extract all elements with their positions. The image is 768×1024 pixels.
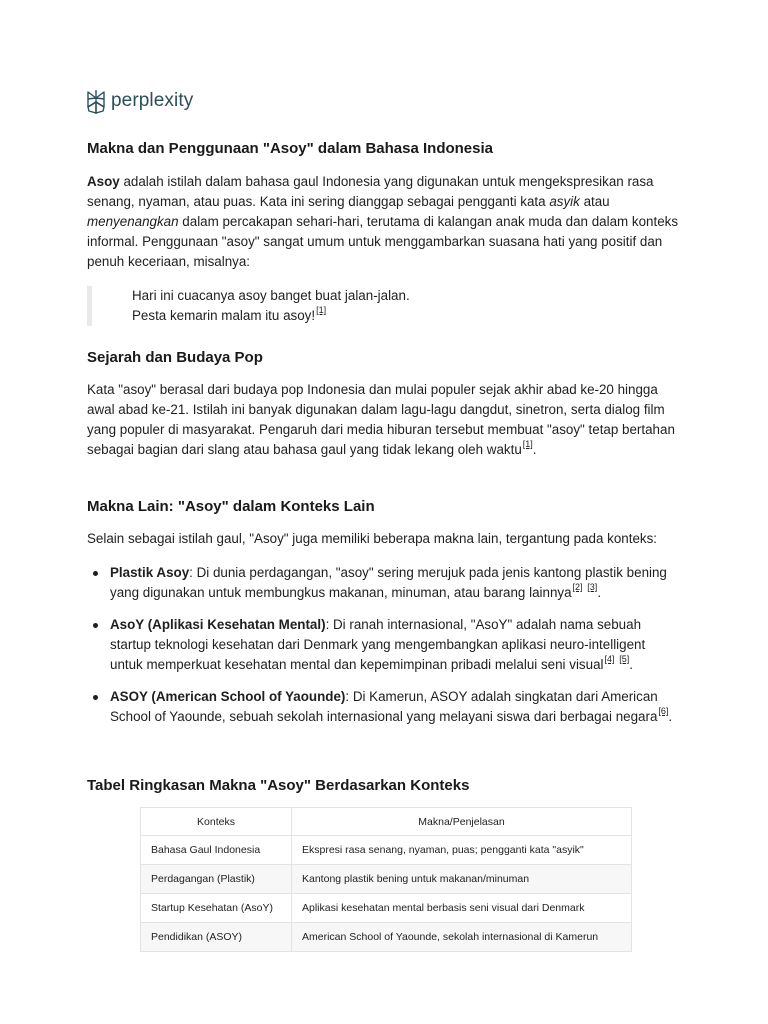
list-item xyxy=(87,563,677,603)
item-text: : Di ranah internasional, "AsoY" adalah nama sebuah startup teknologi kesehatan dari Denmark yang mengembangkan aplikasi neuro-intelligent untuk memperkuat kesehatan mental dan kepemimpinan pribadi melalui seni visual xyxy=(110,617,646,672)
summary-table xyxy=(140,807,632,952)
citation-link[interactable]: [2] xyxy=(572,582,583,592)
table-cell: Perdagangan (Plastik) xyxy=(141,865,292,894)
intro-italic-1: asyik xyxy=(549,194,580,209)
item-text: : Di dunia perdagangan, "asoy" sering merujuk pada jenis kantong plastik bening yang digunakan untuk membungkus makanan, minuman, atau barang lainnya xyxy=(110,565,667,600)
section-title-main: Makna dan Penggunaan "Asoy" dalam Bahasa Indonesia xyxy=(87,140,493,157)
table-cell: Ekspresi rasa senang, nyaman, puas; pengganti kata "asyik" xyxy=(292,836,632,865)
bullet xyxy=(93,623,98,628)
item-term: Plastik Asoy xyxy=(110,565,190,580)
table-cell: American School of Yaounde, sekolah internasional di Kamerun xyxy=(292,923,632,952)
history-paragraph xyxy=(87,380,687,460)
history-end: . xyxy=(532,442,537,457)
term-bold: Asoy xyxy=(87,174,120,189)
history-text: Kata "asoy" berasal dari budaya pop Indonesia dan mulai populer sejak akhir abad ke-20 hingga awal abad ke-21. Istilah ini banyak digunakan dalam lagu-lagu dangdut, sinetron, serta dialog film yang populer di masyarakat. Pengaruh dari media hiburan tersebut membuat "asoy" tetap bertahan sebagai bagian dari slang atau bahasa gaul yang tidak lekang oleh waktu xyxy=(87,382,675,457)
intro-paragraph xyxy=(87,172,687,272)
brand-logo[interactable] xyxy=(85,89,193,115)
item-end: . xyxy=(597,585,602,600)
intro-italic-2: menyenangkan xyxy=(87,214,179,229)
quote-line-2-text: Pesta kemarin malam itu asoy! xyxy=(132,308,316,323)
table-cell: Startup Kesehatan (AsoY) xyxy=(141,894,292,923)
citation-link[interactable]: [3] xyxy=(587,582,598,592)
quote-line-2 xyxy=(132,306,410,326)
quote-line-1: Hari ini cuacanya asoy banget buat jalan-jalan. xyxy=(132,288,410,303)
column-header: Makna/Penjelasan xyxy=(292,808,632,836)
table-row xyxy=(141,894,632,923)
intro-text-2: atau xyxy=(579,194,610,209)
perplexity-logo-icon xyxy=(85,89,107,115)
example-quote xyxy=(87,286,647,326)
table-row xyxy=(141,923,632,952)
table-cell: Kantong plastik bening untuk makanan/minuman xyxy=(292,865,632,894)
table-row xyxy=(141,865,632,894)
intro-text-3: dalam percakapan sehari-hari, terutama di kalangan anak muda dan dalam konteks informal. Penggunaan "asoy" sangat umum untuk menggambarkan suasana hati yang positif dan penuh keceriaan, misalnya: xyxy=(87,214,679,269)
brand-name: perplexity xyxy=(111,90,194,111)
table-cell: Bahasa Gaul Indonesia xyxy=(141,836,292,865)
table-cell: Pendidikan (ASOY) xyxy=(141,923,292,952)
section-title-history: Sejarah dan Budaya Pop xyxy=(87,349,263,366)
citation-link[interactable]: [4] xyxy=(604,654,615,664)
table-header-row xyxy=(141,808,632,836)
section-title-other: Makna Lain: "Asoy" dalam Konteks Lain xyxy=(87,498,375,515)
citation-link[interactable]: [6] xyxy=(658,706,669,716)
section-title-table: Tabel Ringkasan Makna "Asoy" Berdasarkan Konteks xyxy=(87,777,470,794)
table-row xyxy=(141,836,632,865)
table-cell: Aplikasi kesehatan mental berbasis seni visual dari Denmark xyxy=(292,894,632,923)
item-term: AsoY (Aplikasi Kesehatan Mental) xyxy=(110,617,326,632)
bullet xyxy=(93,571,98,576)
citation-link[interactable]: [1] xyxy=(316,305,327,315)
other-intro: Selain sebagai istilah gaul, "Asoy" juga memiliki beberapa makna lain, tergantung pada konteks: xyxy=(87,531,658,546)
bullet xyxy=(93,695,98,700)
meanings-list xyxy=(87,563,677,739)
intro-text-1: adalah istilah dalam bahasa gaul Indonesia yang digunakan untuk mengekspresikan rasa senang, nyaman, atau puas. Kata ini sering dianggap sebagai pengganti kata xyxy=(87,174,654,209)
quote-bar xyxy=(87,286,92,326)
citation-link[interactable]: [1] xyxy=(522,439,533,449)
column-header: Konteks xyxy=(141,808,292,836)
item-end: . xyxy=(629,657,633,672)
list-item xyxy=(87,687,677,727)
item-text: : Di Kamerun, ASOY adalah singkatan dari American School of Yaounde, sebuah sekolah internasional yang melayani siswa dari berbagai negara xyxy=(110,689,658,724)
item-term: ASOY (American School of Yaounde) xyxy=(110,689,346,704)
item-end: . xyxy=(668,709,673,724)
list-item xyxy=(87,615,677,675)
citation-link[interactable]: [5] xyxy=(619,654,630,664)
